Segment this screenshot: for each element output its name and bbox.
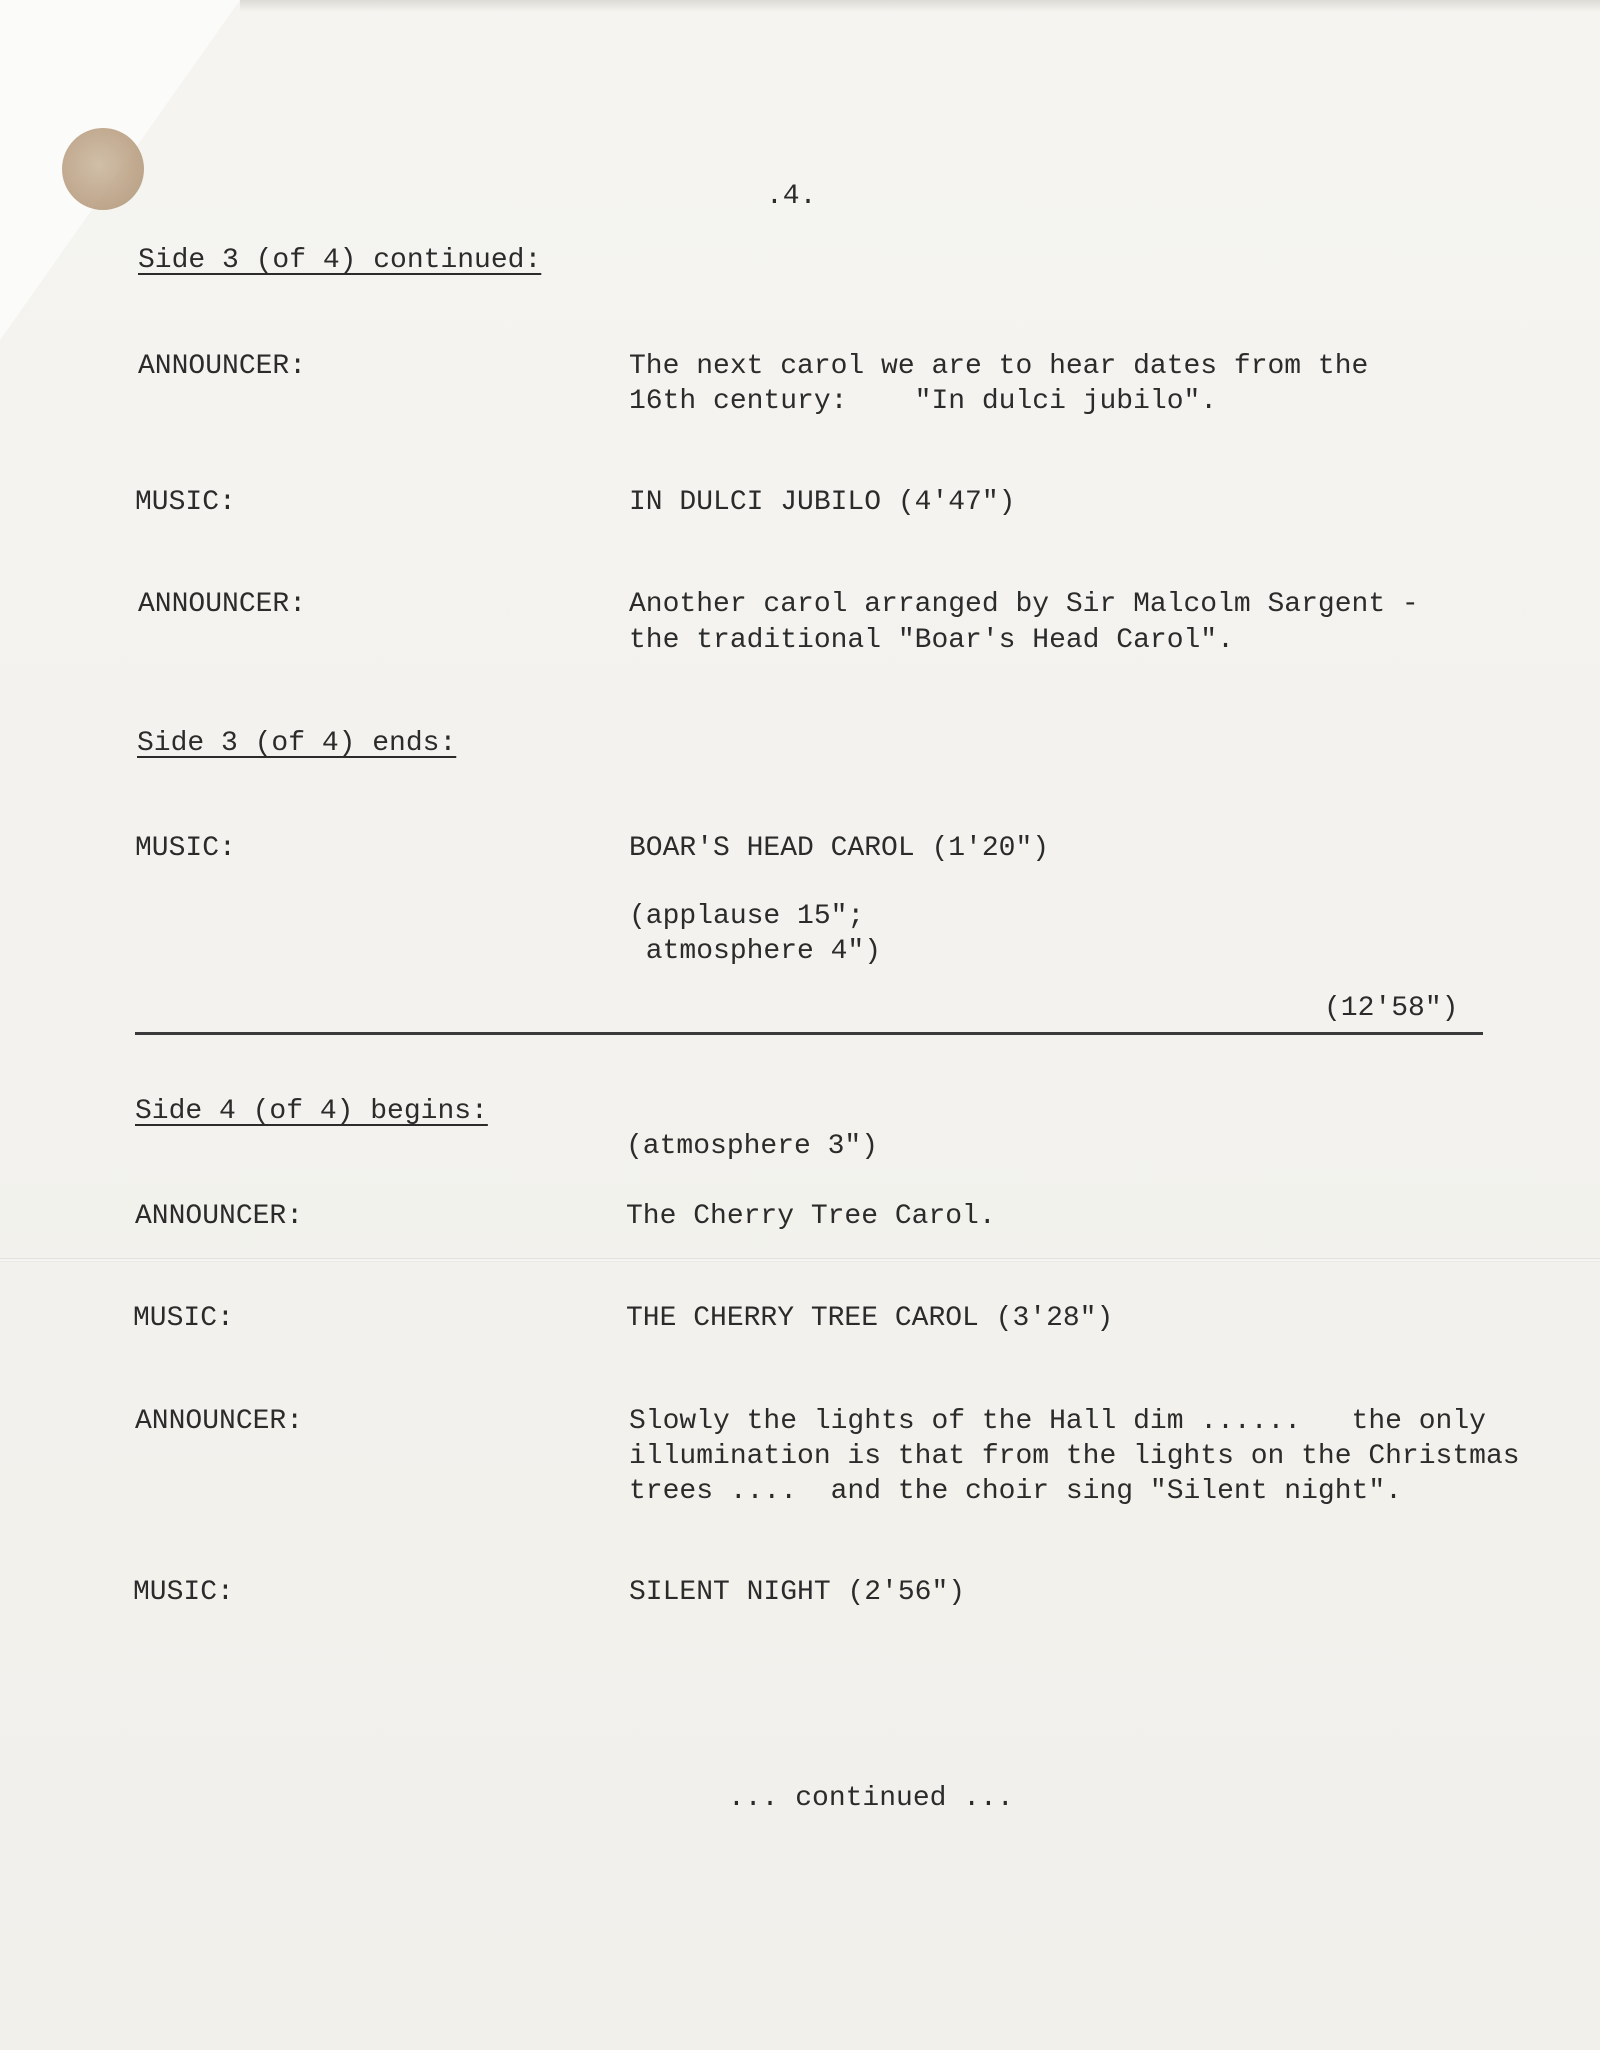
side3-continued-heading: Side 3 (of 4) continued: (138, 245, 542, 276)
script-line: 16th century: "In dulci jubilo". (629, 386, 1218, 417)
atmosphere-note: (atmosphere 3") (626, 1131, 879, 1162)
speaker-label: ANNOUNCER: (138, 351, 307, 382)
speaker-label: ANNOUNCER: (135, 1406, 304, 1437)
side-duration-total: (12'58") (1324, 993, 1459, 1024)
paper-fold-crease (0, 1258, 1600, 1262)
side3-ends-heading: Side 3 (of 4) ends: (137, 728, 457, 759)
script-line: Another carol arranged by Sir Malcolm Sargent - (629, 589, 1419, 620)
speaker-label: ANNOUNCER: (135, 1201, 304, 1232)
script-line: the traditional "Boar's Head Carol". (629, 625, 1234, 656)
speaker-label: ANNOUNCER: (138, 589, 307, 620)
script-line: Slowly the lights of the Hall dim ...... the only (629, 1406, 1486, 1437)
script-line: trees .... and the choir sing "Silent night". (629, 1476, 1402, 1507)
section-divider (135, 1032, 1483, 1035)
speaker-label: MUSIC: (133, 1577, 234, 1608)
script-line: The next carol we are to hear dates from the (629, 351, 1369, 382)
music-title: SILENT NIGHT (2'56") (629, 1577, 966, 1608)
music-title: IN DULCI JUBILO (4'47") (629, 487, 1016, 518)
script-line: The Cherry Tree Carol. (626, 1201, 996, 1232)
page-number: .4. (766, 181, 817, 212)
music-title: THE CHERRY TREE CAROL (3'28") (626, 1303, 1114, 1334)
continued-note: ... continued ... (728, 1783, 1014, 1814)
atmosphere-note: atmosphere 4") (629, 936, 882, 967)
speaker-label: MUSIC: (133, 1303, 234, 1334)
music-title: BOAR'S HEAD CAROL (1'20") (629, 833, 1050, 864)
script-line: illumination is that from the lights on the Christmas (629, 1441, 1520, 1472)
page-top-edge (240, 0, 1600, 12)
speaker-label: MUSIC: (135, 833, 236, 864)
speaker-label: MUSIC: (135, 487, 236, 518)
side4-begins-heading: Side 4 (of 4) begins: (135, 1096, 488, 1127)
tape-mark (62, 128, 144, 210)
applause-note: (applause 15"; (629, 901, 865, 932)
